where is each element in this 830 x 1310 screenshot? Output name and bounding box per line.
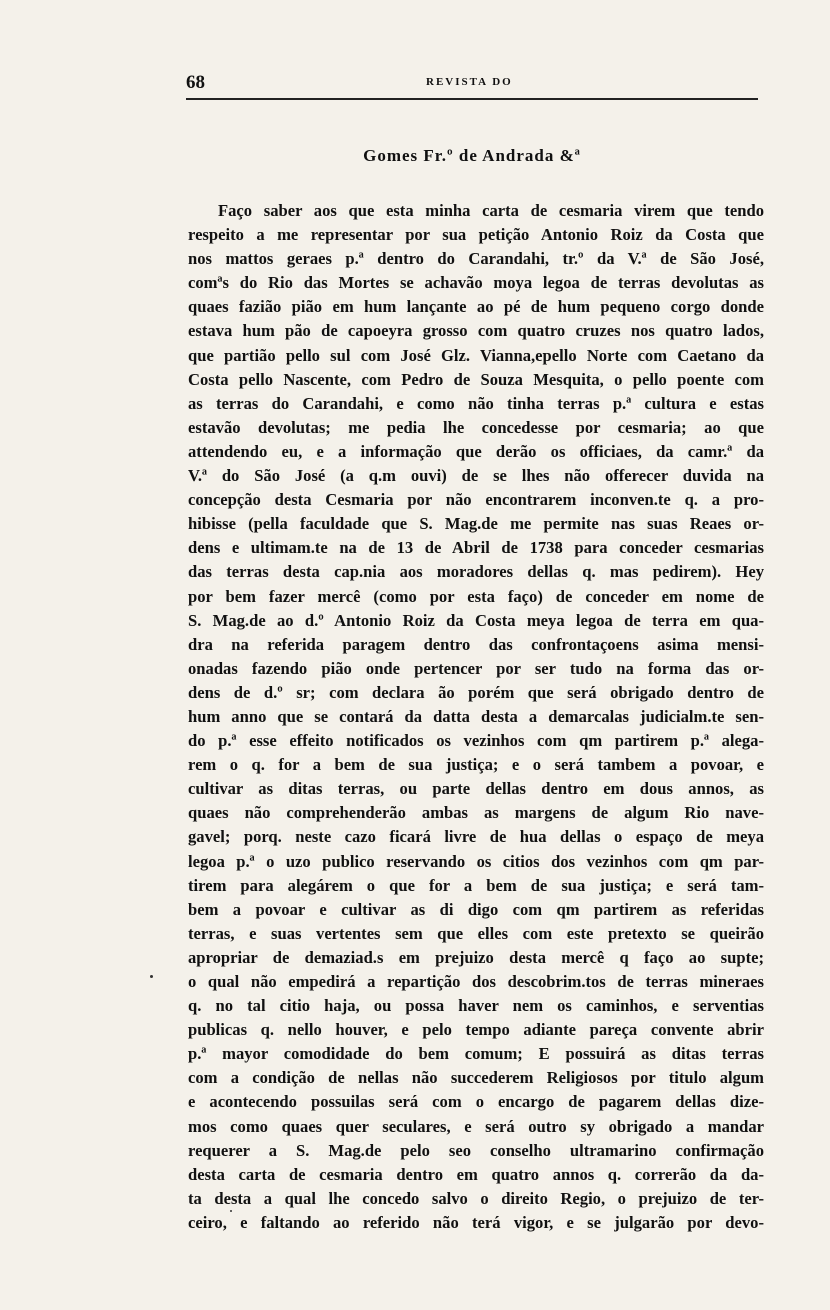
text-line: com a condição de nellas não succederem Religiosos por titulo algum [188, 1068, 764, 1088]
text-line: apropriar de demaziad.s em prejuizo desta mercê q faço ao supte; [188, 947, 764, 967]
text-line: por bem fazer mercê (como por esta faço) de conceder em nome de [188, 586, 764, 606]
document-body [188, 199, 764, 1235]
text-line: publicas q. nello houver, e pelo tempo adiante pareça convente abrir [188, 1020, 764, 1040]
text-line: respeito a me representar por sua petição Antonio Roiz da Costa que [188, 225, 764, 245]
text-line: desta carta de cesmaria dentro em quatro annos q. correrão da da- [188, 1164, 764, 1184]
text-line: hum anno que se contará da datta desta a demarcalas judicialm.te sen- [188, 706, 764, 726]
text-line: ceiro, e faltando ao referido não terá vigor, e se julgarão por devo- [188, 1212, 764, 1232]
text-line: e acontecendo possuilas será com o encargo de pagarem dellas dize- [188, 1092, 764, 1112]
text-line: dens e ultimam.te na de 13 de Abril de 1738 para conceder cesmarias [188, 538, 764, 558]
text-line: p.ª mayor comodidade do bem comum; E possuirá as ditas terras [188, 1044, 764, 1064]
header-rule [186, 98, 758, 102]
running-title: REVISTA DO [426, 76, 513, 88]
text-line: concepção desta Cesmaria por não encontrarem inconven.te q. a pro- [188, 490, 764, 510]
text-line: ta desta a qual lhe concedo salvo o direito Regio, o prejuizo de ter- [188, 1188, 764, 1208]
text-line: requerer a S. Mag.de pelo seo conselho ultramarino confirmação [188, 1140, 764, 1160]
text-line: comªs do Rio das Mortes se achavão moya legoa de terras devolutas as [188, 273, 764, 293]
text-line: estavão devolutas; me pedia lhe concedesse por cesmaria; ao que [188, 417, 764, 437]
text-line: hibisse (pella faculdade que S. Mag.de me permite nas suas Reaes or- [188, 514, 764, 534]
text-line: gavel; porq. neste cazo ficará livre de hua dellas o espaço de meya [188, 827, 764, 847]
text-line: nos mattos geraes p.ª dentro do Carandahi, tr.º da V.ª de São José, [188, 249, 764, 269]
text-line: estava hum pão de capoeyra grosso com quatro cruzes nos quatro lados, [188, 321, 764, 341]
text-line: do p.ª esse effeito notificados os vezinhos com qm partirem p.ª alega- [188, 731, 764, 751]
text-line: cultivar as ditas terras, ou parte dellas dentro em dous annos, as [188, 779, 764, 799]
text-line: Faço saber aos que esta minha carta de cesmaria virem que tendo [218, 201, 764, 220]
text-line: as terras do Carandahi, e como não tinha terras p.ª cultura e estas [188, 393, 764, 413]
text-line: dens de d.º sr; com declara ão porém que será obrigado dentro de [188, 682, 764, 702]
text-line: onadas fazendo pião onde pertencer por ser tudo na forma das or- [188, 658, 764, 678]
margin-dot [230, 1210, 232, 1212]
text-line: Costa pello Nascente, com Pedro de Souza Mesquita, o pello poente com [188, 369, 764, 389]
text-line: q. no tal citio haja, ou possa haver nem os caminhos, e serventias [188, 996, 764, 1016]
text-line: terras, e suas vertentes sem que elles com este pretexto se queirão [188, 923, 764, 943]
text-line: V.ª do São José (a q.m ouvi) de se lhes não offerecer duvida na [188, 466, 764, 486]
text-line: bem a povoar e cultivar as di digo com qm partirem as referidas [188, 899, 764, 919]
text-line: quaes fazião pião em hum lançante ao pé de hum pequeno corgo donde [188, 297, 764, 317]
text-line: mos como quaes quer seculares, e será outro sy obrigado a mandar [188, 1116, 764, 1136]
text-line: legoa p.ª o uzo publico reservando os citios dos vezinhos com qm par- [188, 851, 764, 871]
text-line: o qual não empedirá a repartição dos descobrim.tos de terras mineraes [188, 972, 764, 991]
text-line: rem o q. for a bem de sua justiça; e o será tambem a povoar, e [188, 755, 764, 775]
margin-dot [150, 975, 153, 978]
text-line: das terras desta cap.nia aos moradores dellas q. mas pedirem). Hey [188, 562, 764, 582]
text-line: attendendo eu, e a informação que derão os officiaes, da camr.ª da [188, 441, 764, 461]
text-line: quaes não comprehenderão ambas as margens de algum Rio nave- [188, 803, 764, 823]
text-line: tirem para alegárem o que for a bem de sua justiça; e será tam- [188, 875, 764, 895]
text-line: dra na referida paragem dentro das confrontaçoens asima mensi- [188, 634, 764, 654]
text-line: que partião pello sul com José Glz. Vianna,epello Norte com Caetano da [188, 345, 764, 365]
text-line: S. Mag.de ao d.º Antonio Roiz da Costa meya legoa de terra em qua- [188, 610, 764, 630]
document-title: Gomes Fr.º de Andrada &ª [363, 146, 581, 165]
page-number: 68 [186, 72, 205, 93]
page-header [186, 72, 758, 94]
